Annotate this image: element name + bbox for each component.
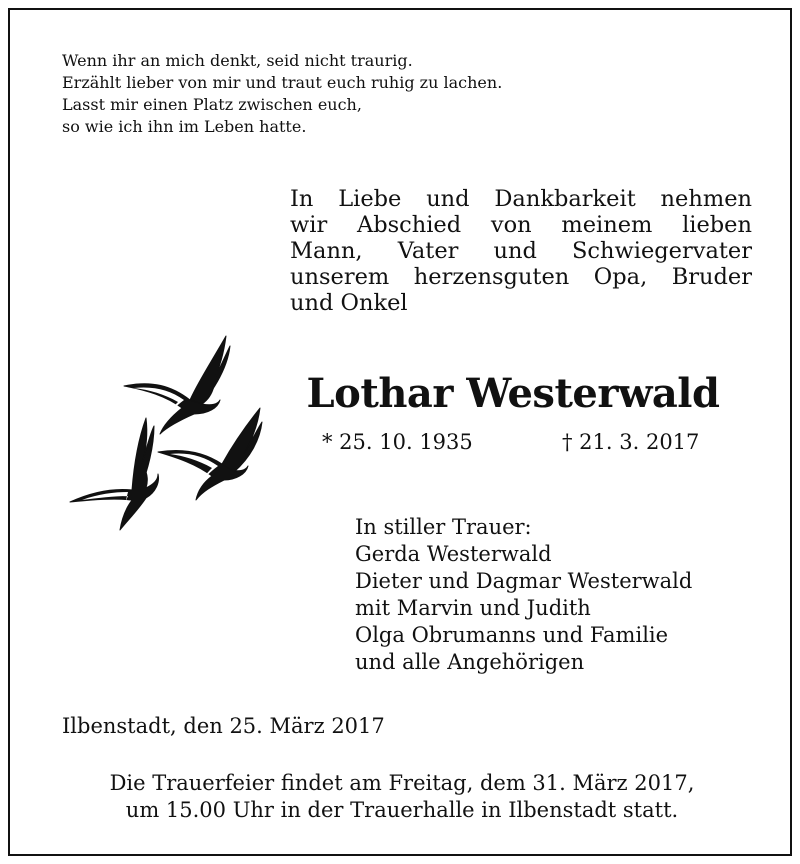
obituary-frame <box>8 8 792 856</box>
birth-date: * 25. 10. 1935 <box>322 430 473 454</box>
intro-line: unserem herzensguten Opa, Bruder <box>290 264 752 290</box>
poem-line: so wie ich ihn im Leben hatte. <box>62 117 307 136</box>
intro-text <box>290 186 752 316</box>
bird-wing-icon <box>132 418 154 490</box>
three-flying-birds-icon <box>62 324 272 534</box>
poem-line: Lasst mir einen Platz zwischen euch, <box>62 95 362 114</box>
poem-line: Wenn ihr an mich denkt, seid nicht traurig. <box>62 51 413 70</box>
deceased-name: Lothar Westerwald <box>306 370 720 417</box>
bird-icon <box>70 468 159 530</box>
place-and-date: Ilbenstadt, den 25. März 2017 <box>62 714 385 738</box>
intro-line: wir Abschied von meinem lieben <box>290 212 752 238</box>
funeral-notice <box>10 770 794 824</box>
funeral-line: um 15.00 Uhr in der Trauerhalle in Ilbenstadt statt. <box>125 798 679 822</box>
intro-line: Mann, Vater und Schwiegervater <box>290 238 752 264</box>
mourner-name: mit Marvin und Judith <box>355 596 591 620</box>
mourner-name: Gerda Westerwald <box>355 542 552 566</box>
intro-line: In Liebe und Dankbarkeit nehmen <box>290 186 752 212</box>
poem-line: Erzählt lieber von mir und traut euch ruhig zu lachen. <box>62 73 503 92</box>
mourners-heading: In stiller Trauer: <box>355 515 532 539</box>
mourner-name: und alle Angehörigen <box>355 650 585 674</box>
intro-line: und Onkel <box>290 290 408 316</box>
bird-wing-icon <box>222 408 262 472</box>
mourner-name: Dieter und Dagmar Westerwald <box>355 569 693 593</box>
mourner-name: Olga Obrumanns und Familie <box>355 623 669 647</box>
funeral-line: Die Trauerfeier findet am Freitag, dem 31. März 2017, <box>109 771 695 795</box>
mourners <box>355 514 692 676</box>
poem <box>62 50 502 138</box>
death-date: † 21. 3. 2017 <box>562 430 700 454</box>
